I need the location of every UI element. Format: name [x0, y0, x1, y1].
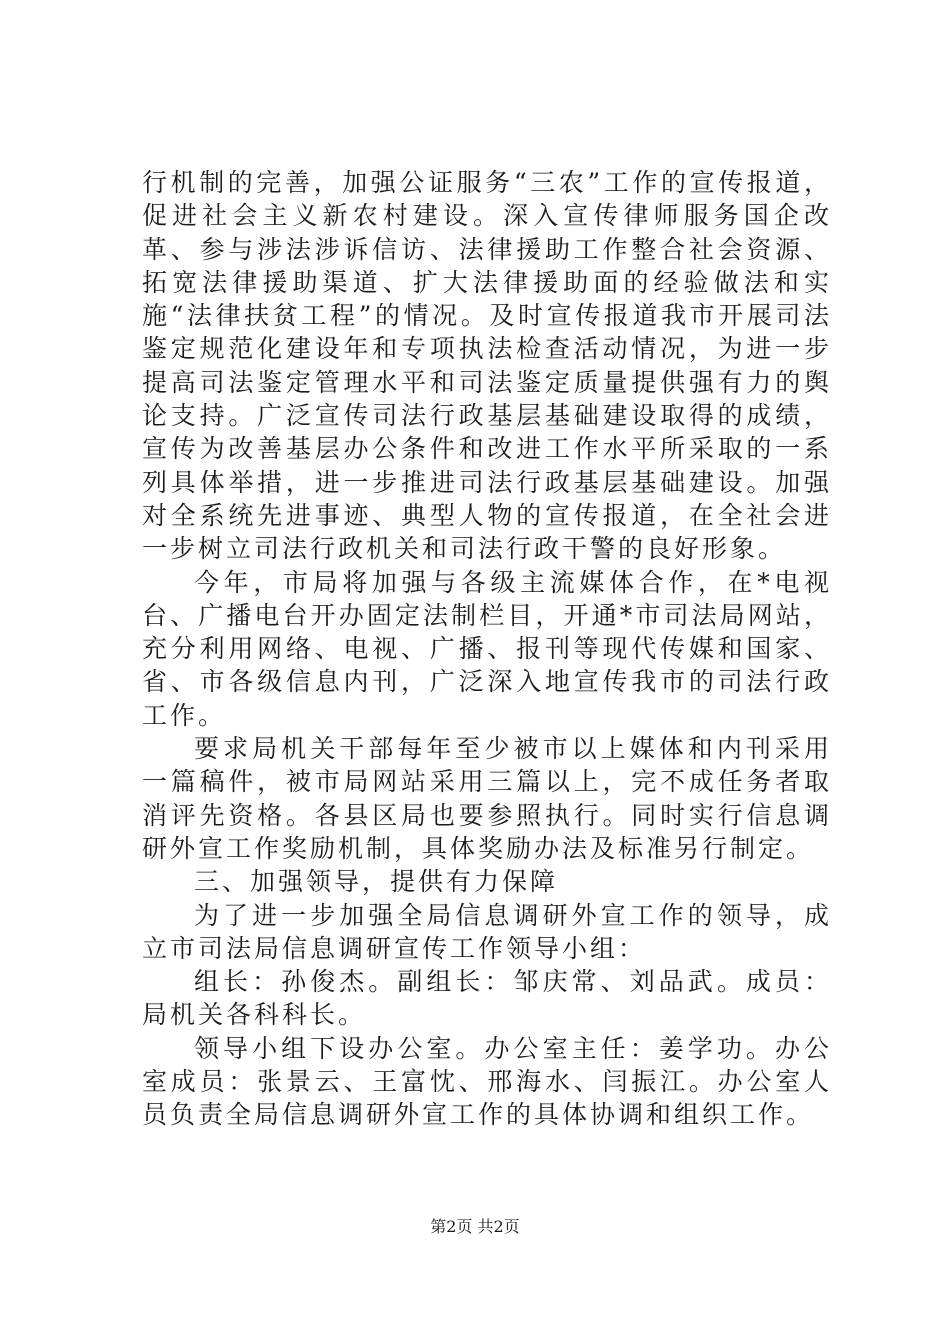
document-body — [142, 166, 832, 1132]
paragraph-office: 领导小组下设办公室。办公室主任：姜学功。办公室成员：张景云、王富忱、邢海水、闫振江。办公室人员负责全局信息调研外宣工作的具体协调和组织工作。 — [142, 1033, 832, 1130]
paragraph-requirements: 要求局机关干部每年至少被市以上媒体和内刊采用一篇稿件，被市局网站采用三篇以上，完不成任务者取消评先资格。各县区局也要参照执行。同时实行信息调研外宣工作奖励机制，具体奖励办法及标准另行制定。 — [142, 734, 832, 863]
page-number-footer: 第2页 共2页 — [430, 1217, 520, 1236]
paragraph-media-cooperation: 今年，市局将加强与各级主流媒体合作，在*电视台、广播电台开办固定法制栏目，开通*市司法局网站，充分利用网络、电视、广播、报刊等现代传媒和国家、省、市各级信息内刊，广泛深入地宣传我市的司法行政工作。 — [142, 567, 832, 730]
paragraph-group-members: 组长：孙俊杰。副组长：邹庆常、刘品武。成员：局机关各科科长。 — [142, 967, 832, 1030]
paragraph-continuation: 行机制的完善，加强公证服务“三农”工作的宣传报道，促进社会主义新农村建设。深入宣传律师服务国企改革、参与涉法涉诉信访、法律援助工作整合社会资源、拓宽法律援助渠道、扩大法律援助面的经验做法和实施“法律扶贫工程”的情况。及时宣传报道我市开展司法鉴定规范化建设年和专项执法检查活动情况，为进一步提高司法鉴定管理水平和司法鉴定质量提供强有力的舆论支持。广泛宣传司法行政基层基础建设取得的成绩，宣传为改善基层办公条件和改进工作水平所采取的一系列具体举措，进一步推进司法行政基层基础建设。加强对全系统先进事迹、典型人物的宣传报道，在全社会进一步树立司法行政机关和司法行政干警的良好形象。 — [142, 168, 832, 564]
paragraph-leadership: 为了进一步加强全局信息调研外宣工作的领导，成立市司法局信息调研宣传工作领导小组： — [142, 900, 832, 963]
section-heading: 三、加强领导，提供有力保障 — [194, 867, 559, 897]
